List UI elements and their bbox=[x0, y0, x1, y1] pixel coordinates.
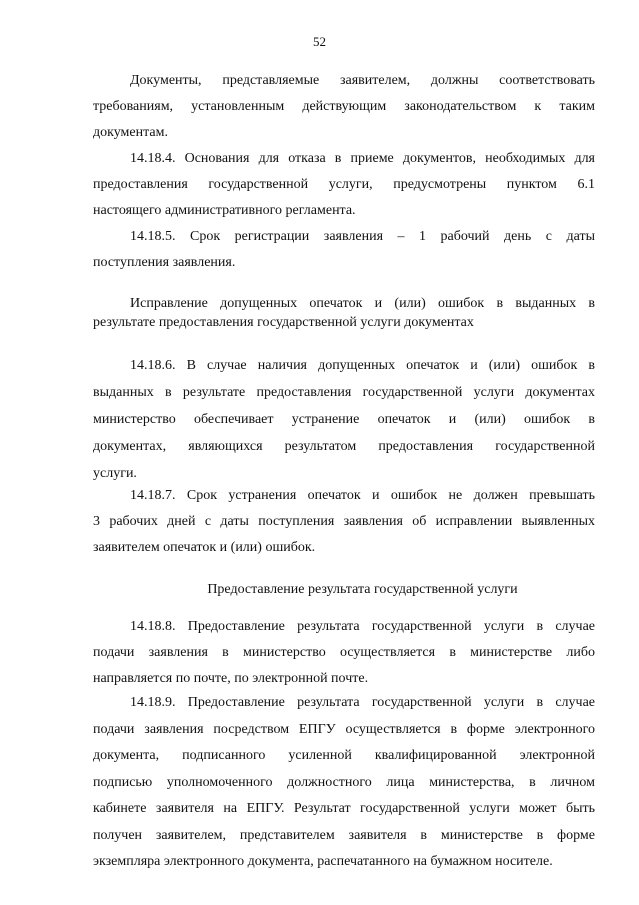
text-line: выданных в результате предоставления государственной услуги документах bbox=[93, 385, 595, 400]
heading-line: Предоставление результата государственной услуги bbox=[207, 582, 518, 597]
text-line: 14.18.8. Предоставление результата государственной услуги в случае bbox=[130, 619, 595, 634]
text-line: 3 рабочих дней с даты поступления заявления об исправлении выявленных bbox=[93, 514, 595, 529]
text-line: 14.18.6. В случае наличия допущенных опечаток и (или) ошибок в bbox=[130, 358, 595, 373]
text-line: подписью уполномоченного должностного лица министерства, в личном bbox=[93, 774, 595, 790]
text-line: подачи заявления посредством ЕПГУ осуществляется в форме электронного bbox=[93, 721, 595, 737]
text-line: заявителем опечаток и (или) ошибок. bbox=[93, 540, 316, 555]
text-line: получен заявителем, представителем заявителя в министерстве в форме bbox=[93, 827, 595, 843]
text-line: экземпляра электронного документа, распечатанного на бумажном носителе. bbox=[93, 854, 553, 869]
paragraph-14-18-4 bbox=[93, 146, 595, 224]
section-heading-result bbox=[93, 580, 595, 599]
text-line: услуги. bbox=[93, 466, 137, 481]
text-line: документам. bbox=[93, 125, 168, 140]
page-number: 52 bbox=[313, 34, 326, 49]
text-line: предоставления государственной услуги, предусмотрены пунктом 6.1 bbox=[93, 177, 595, 192]
paragraph-14-18-7 bbox=[93, 483, 595, 561]
text-line: 14.18.7. Срок устранения опечаток и ошибок не должен превышать bbox=[130, 488, 595, 503]
paragraph-14-18-9 bbox=[93, 690, 595, 876]
text-line: Документы, представляемые заявителем, должны соответствовать bbox=[130, 73, 595, 88]
paragraph-requirements bbox=[93, 68, 595, 146]
section-heading-corrections bbox=[93, 294, 595, 332]
text-line: 14.18.4. Основания для отказа в приеме документов, необходимых для bbox=[130, 151, 595, 166]
paragraph-14-18-6 bbox=[93, 352, 595, 487]
text-line: поступления заявления. bbox=[93, 255, 236, 270]
text-line: документа, подписанного усиленной квалифицированной электронной bbox=[93, 748, 595, 763]
text-line: настоящего административного регламента. bbox=[93, 203, 356, 218]
heading-line: результате предоставления государственной услуги документах bbox=[93, 315, 474, 330]
heading-line: Исправление допущенных опечаток и (или) ошибок в выданных в bbox=[130, 296, 595, 311]
text-line: документах, являющихся результатом предоставления государственной bbox=[93, 439, 595, 454]
paragraph-14-18-8 bbox=[93, 614, 595, 692]
paragraph-14-18-5 bbox=[93, 224, 595, 276]
text-line: министерство обеспечивает устранение опечаток и (или) ошибок в bbox=[93, 412, 595, 427]
text-line: направляется по почте, по электронной почте. bbox=[93, 671, 369, 686]
text-line: требованиям, установленным действующим законодательством к таким bbox=[93, 99, 595, 114]
text-line: подачи заявления в министерство осуществляется в министерстве либо bbox=[93, 645, 595, 660]
text-line: 14.18.5. Срок регистрации заявления – 1 рабочий день с даты bbox=[130, 229, 595, 244]
text-line: 14.18.9. Предоставление результата государственной услуги в случае bbox=[130, 695, 595, 710]
text-line: кабинете заявителя на ЕПГУ. Результат государственной услуги может быть bbox=[93, 801, 595, 816]
